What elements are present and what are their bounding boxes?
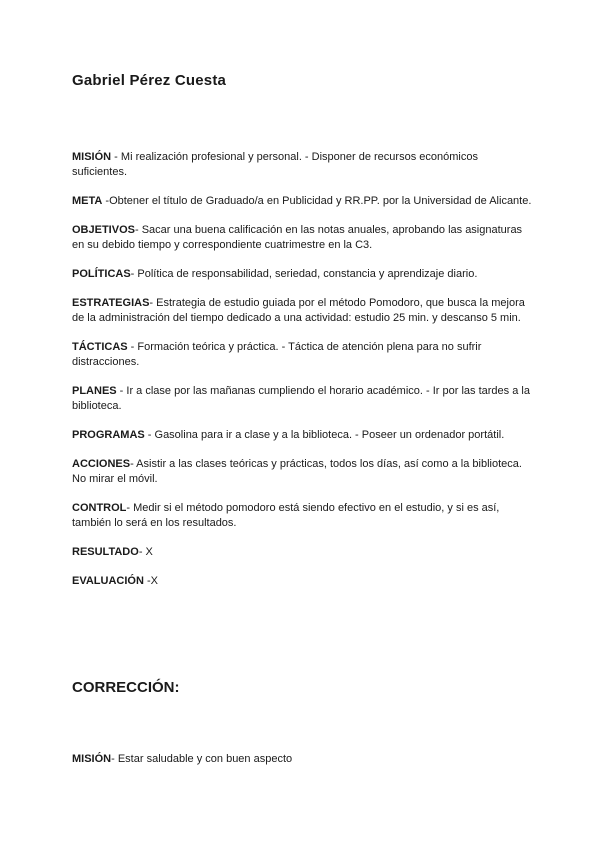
entry-text: - Ir a clase por las mañanas cumpliendo el horario académico. - Ir por las tardes a la biblioteca. bbox=[72, 385, 530, 412]
entry-mision bbox=[72, 150, 532, 180]
entry-resultado bbox=[72, 545, 532, 560]
entry-objetivos bbox=[72, 223, 532, 253]
entry-label: TÁCTICAS bbox=[72, 341, 128, 353]
entry-text: - Estar saludable y con buen aspecto bbox=[111, 753, 293, 765]
entry-label: MISIÓN bbox=[72, 151, 112, 163]
entry-estrategias bbox=[72, 296, 532, 326]
correction-heading: CORRECCIÓN: bbox=[72, 679, 180, 696]
entry-text: - Sacar una buena calificación en las notas anuales, aprobando las asignaturas en su debido tiempo y correspondiente cuatrimestre en la C3. bbox=[72, 224, 523, 251]
entry-label: POLÍTICAS bbox=[72, 268, 131, 280]
entry-label: PROGRAMAS bbox=[72, 429, 145, 441]
entry-text: -X bbox=[143, 575, 158, 587]
entry-text: - X bbox=[138, 546, 153, 558]
entry-evaluacion bbox=[72, 574, 532, 589]
correction-entry-mision bbox=[72, 752, 532, 767]
entry-label: PLANES bbox=[72, 385, 117, 397]
entry-programas bbox=[72, 428, 532, 443]
entry-label: MISIÓN bbox=[72, 753, 112, 765]
entry-politicas bbox=[72, 267, 532, 282]
entry-control bbox=[72, 501, 532, 531]
entries-list bbox=[72, 150, 532, 589]
entry-label: RESULTADO bbox=[72, 546, 139, 558]
entry-text: - Asistir a las clases teóricas y prácticas, todos los días, así como a la biblioteca. No mirar el móvil. bbox=[72, 458, 522, 485]
entry-text: - Medir si el método pomodoro está siendo efectivo en el estudio, y si es así, también lo será en los resultados. bbox=[72, 502, 500, 529]
entry-label: ESTRATEGIAS bbox=[72, 297, 150, 309]
entry-text: - Política de responsabilidad, seriedad, constancia y aprendizaje diario. bbox=[130, 268, 478, 280]
entry-label: META bbox=[72, 195, 103, 207]
entry-label: CONTROL bbox=[72, 502, 127, 514]
entry-label: OBJETIVOS bbox=[72, 224, 135, 236]
entry-label: ACCIONES bbox=[72, 458, 131, 470]
entry-acciones bbox=[72, 457, 532, 487]
author-name: Gabriel Pérez Cuesta bbox=[72, 72, 227, 89]
entry-text: - Formación teórica y práctica. - Táctica de atención plena para no sufrir distracciones. bbox=[72, 341, 482, 368]
entry-meta bbox=[72, 194, 532, 209]
entry-label: EVALUACIÓN bbox=[72, 575, 144, 587]
entry-text: - Gasolina para ir a clase y a la biblioteca. - Poseer un ordenador portátil. bbox=[144, 429, 505, 441]
entry-planes bbox=[72, 384, 532, 414]
entry-text: -Obtener el título de Graduado/a en Publicidad y RR.PP. por la Universidad de Alicante. bbox=[102, 195, 532, 207]
entry-tacticas bbox=[72, 340, 532, 370]
entry-text: - Estrategia de estudio guiada por el método Pomodoro, que busca la mejora de la administración del tiempo dedicado a una actividad: estudio 25 min. y descanso 5 min. bbox=[72, 297, 525, 324]
entry-text: - Mi realización profesional y personal. - Disponer de recursos económicos suficientes. bbox=[72, 151, 478, 178]
